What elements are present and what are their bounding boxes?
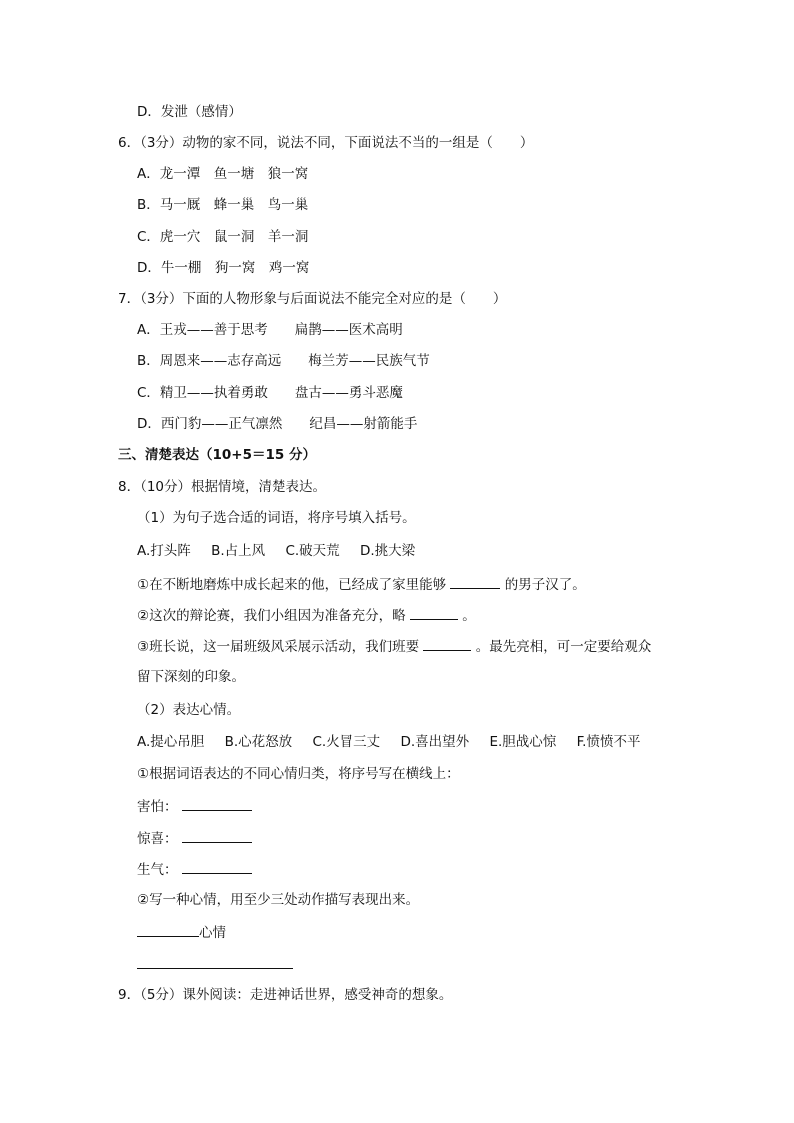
q6-option-a: A．龙一潭 鱼一塘 狼一窝 [137,166,309,182]
q9-stem: 9．（5分）课外阅读：走进神话世界，感受神奇的想象。 [118,987,453,1003]
angry-label: 生气： [137,862,178,878]
q7-option-d: D．西门豹——正气凛然 纪昌——射箭能手 [137,416,418,432]
sentence-3-text: ③班长说，这一届班级风采展示活动，我们班要 [137,639,420,655]
q8-part1-instruction: （1）为句子选合适的词语，将序号填入括号。 [137,510,416,526]
option-b: B.占上风 [211,543,266,559]
fear-label: 害怕： [137,799,178,815]
q8-task-2: ②写一种心情，用至少三处动作描写表现出来。 [137,892,420,908]
q8-part2-options [137,732,656,752]
answer-blank-2[interactable] [410,605,458,620]
q6-stem: 6．（3分）动物的家不同，说法不同，下面说法不当的一组是（ ） [118,135,534,151]
mood-answer-line[interactable] [137,922,199,937]
surprise-answer-line[interactable] [182,828,252,843]
surprise-row [137,828,252,849]
sentence-2-tail: 。 [462,608,476,624]
q5-option-d: D．发泄（感情） [137,104,242,120]
option-c: C.破天荒 [285,543,340,559]
angry-answer-line[interactable] [182,859,252,874]
q7-option-c: C．精卫——执着勇敢 盘古——勇斗恶魔 [137,385,403,401]
q8-part1-options [137,541,431,561]
option-d: D.挑大梁 [359,543,416,559]
surprise-label: 惊喜： [137,831,178,847]
mood-option-a: A.提心吊胆 [137,734,205,750]
sentence-1-tail: 的男子汉了。 [504,577,586,593]
answer-blank-3[interactable] [423,636,471,651]
answer-blank-1[interactable] [450,574,500,589]
q6-option-b: B．马一厩 蜂一巢 鸟一巢 [137,197,309,213]
angry-row [137,859,252,880]
mood-row [137,922,226,943]
fear-row [137,796,252,817]
q8-stem: 8．（10分）根据情境，清楚表达。 [118,479,327,495]
mood-option-c: C.火冒三丈 [312,734,381,750]
q8-sentence-1 [137,574,586,595]
q7-stem: 7．（3分）下面的人物形象与后面说法不能完全对应的是（ ） [118,291,507,307]
q7-option-b: B．周恩来——志存高远 梅兰芳——民族气节 [137,353,430,369]
sentence-2-text: ②这次的辩论赛，我们小组因为准备充分，略 [137,608,406,624]
q8-part2-instruction: （2）表达心情。 [137,702,241,718]
writing-answer-line[interactable] [137,968,293,969]
q8-sentence-3 [137,636,651,657]
mood-option-d: D.喜出望外 [400,734,470,750]
mood-option-f: F.愤愤不平 [576,734,641,750]
sentence-3-tail: 。最先亮相，可一定要给观众 [475,639,652,655]
fear-answer-line[interactable] [182,796,252,811]
sentence-1-text: ①在不断地磨炼中成长起来的他，已经成了家里能够 [137,577,447,593]
q6-option-c: C．虎一穴 鼠一洞 羊一洞 [137,229,309,245]
q7-option-a: A．王戎——善于思考 扁鹊——医术高明 [137,322,403,338]
mood-option-e: E.胆战心惊 [489,734,557,750]
section-3-title: 三、清楚表达（10+5＝15 分） [118,447,316,463]
q6-option-d: D．牛一棚 狗一窝 鸡一窝 [137,260,310,276]
q8-task-1: ①根据词语表达的不同心情归类，将序号写在横线上： [137,766,460,782]
option-a: A.打头阵 [137,543,191,559]
mood-option-b: B.心花怒放 [224,734,293,750]
mood-suffix: 心情 [199,925,226,941]
q8-sentence-2 [137,605,476,626]
q8-sentence-3-continued: 留下深刻的印象。 [137,669,245,685]
